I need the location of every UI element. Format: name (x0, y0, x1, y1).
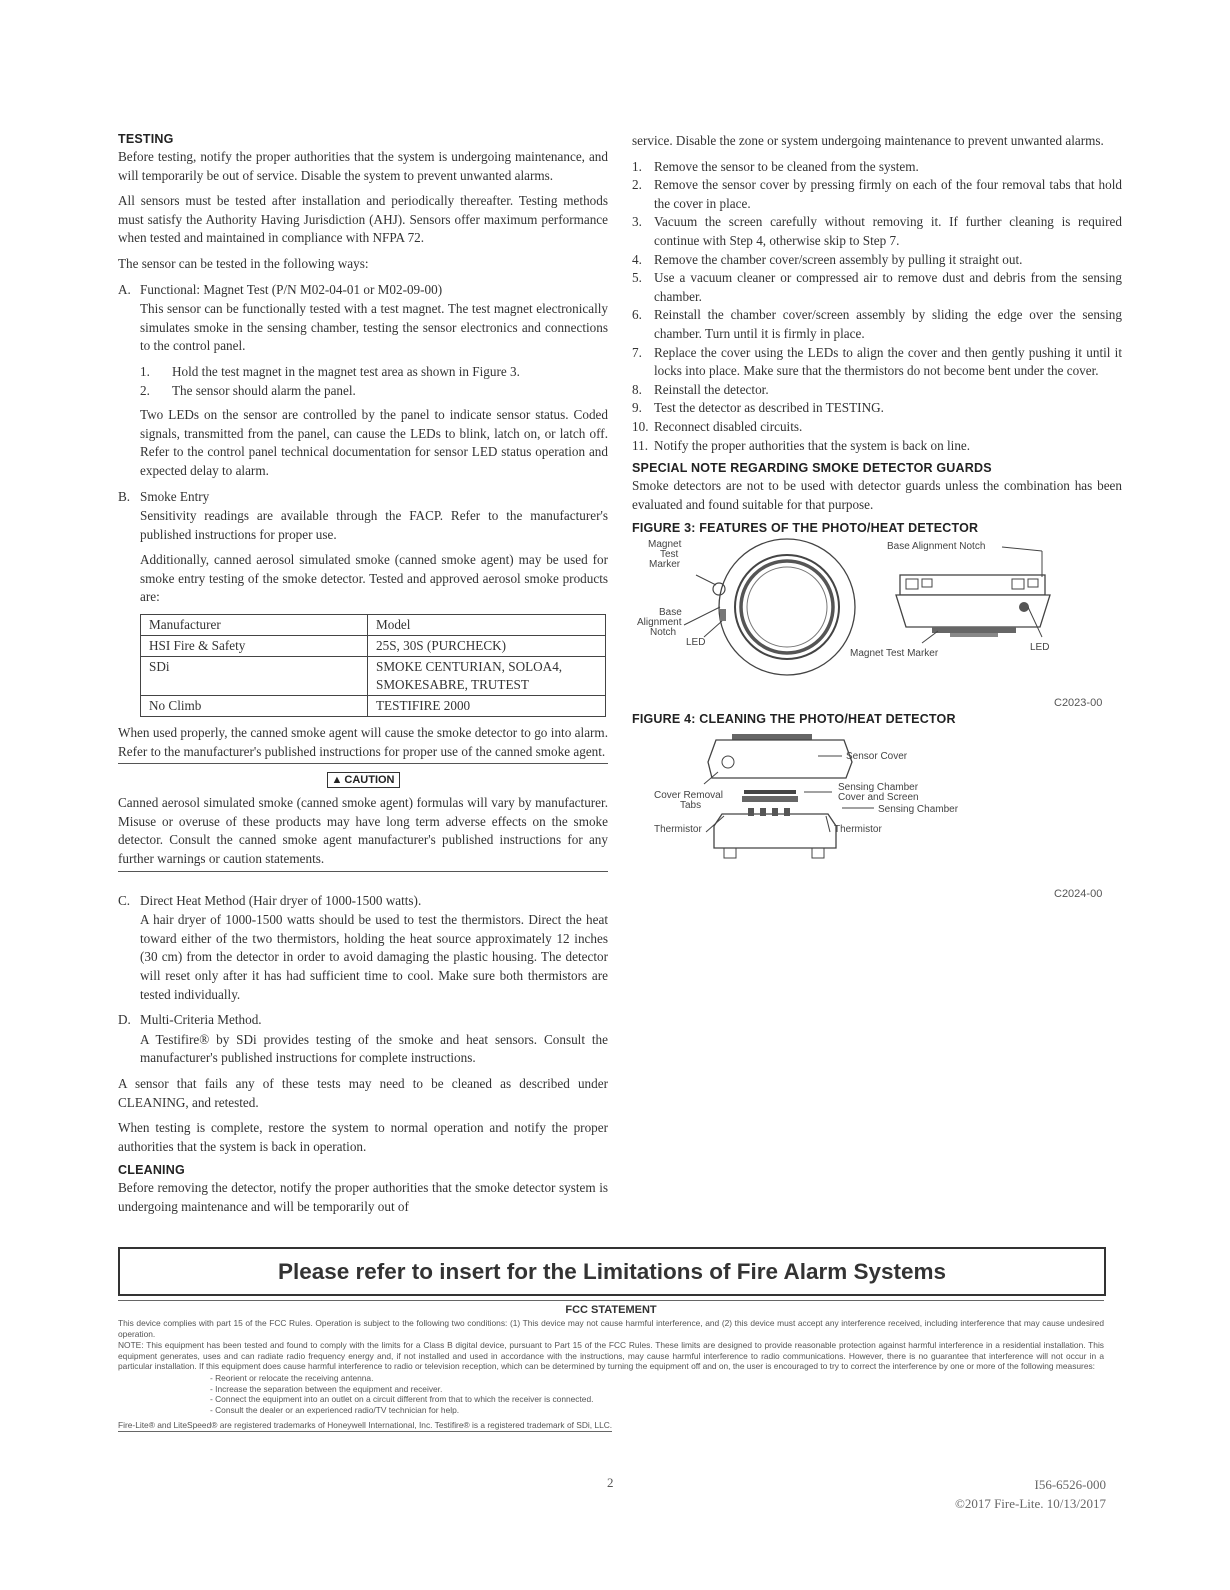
led-label: LED (686, 637, 706, 649)
left-column (118, 132, 608, 1224)
list-item: - Reorient or relocate the receiving antenna. (210, 1372, 374, 1383)
list-item: - Connect the equipment into an outlet on a circuit different from that to which the receiver is connected. (210, 1394, 594, 1405)
sensing-chamber-label: Sensing Chamber (878, 804, 959, 816)
copyright: ©2017 Fire-Lite. 10/13/2017 (954, 1496, 1106, 1511)
table-row: No Climb TESTIFIRE 2000 (141, 696, 606, 717)
testing-heading: TESTING (118, 132, 174, 146)
thermistor-right-label: Thermistor (834, 824, 882, 836)
method-a-steps (140, 363, 608, 400)
warning-icon: ▲ (331, 774, 343, 787)
document-number: I56-6526-000 (1034, 1477, 1106, 1492)
list-item: - Increase the separation between the equipment and receiver. (210, 1383, 443, 1394)
list-item: 10. Reconnect disabled circuits. (632, 418, 803, 434)
figure-3 (632, 537, 1122, 712)
svg-text:Marker: Marker (649, 559, 681, 571)
table-row: SDi SMOKE CENTURIAN, SOLOA4, SMOKESABRE, TRUTEST (141, 657, 606, 696)
method-b-text: Sensitivity readings are available through the FACP. Refer to the manufacturer's published instructions for proper use. (140, 508, 608, 542)
figure-3-code: C2023-00 (1054, 697, 1103, 710)
list-item: 2. The sensor should alarm the panel. (140, 382, 356, 398)
figure-3-title: FIGURE 3: FEATURES OF THE PHOTO/HEAT DETECTOR (632, 521, 979, 536)
removal-tabs-label: Cover Removal (654, 790, 723, 802)
list-item: 8. Reinstall the detector. (632, 381, 769, 397)
list-item: 4. Remove the chamber cover/screen assembly by pulling it straight out. (632, 251, 1023, 267)
fail-text: A sensor that fails any of these tests may need to be cleaned as described under CLEANING, and retested. (118, 1075, 608, 1110)
figure-3-diagram (632, 537, 1112, 697)
method-d-title: D. Multi-Criteria Method. (118, 1012, 262, 1028)
list-item: 3. Vacuum the screen carefully without removing it. If further cleaning is required continue with Step 4, otherwise skip to Step 7. (632, 214, 1122, 248)
method-a-text: This sensor can be functionally tested with a test magnet. The test magnet electronically simulates smoke in the sensing chamber, testing the sensor electronics and connections to the control panel. (140, 301, 608, 354)
cleaning-intro-continued: service. Disable the zone or system undergoing maintenance to prevent unwanted alarms. (632, 133, 1104, 148)
cleaning-steps (632, 158, 1122, 456)
fcc-paragraph-1: This device complies with part 15 of the FCC Rules. Operation is subject to the following two conditions: (1) This device may not cause harmful interference, and (2) this device must accept any interference received, including interference that may cause undesired operation. (118, 1318, 1104, 1339)
trademark-notice: Fire-Lite® and LiteSpeed® are registered trademarks of Honeywell International, Inc. Testifire® is a registered trademark of SDi, LLC. (118, 1420, 613, 1431)
limitations-banner: Please refer to insert for the Limitations of Fire Alarm Systems (118, 1247, 1106, 1296)
method-b-body (140, 507, 608, 607)
caution-text: Canned aerosol simulated smoke (canned smoke agent) formulas will vary by manufacturer. Misuse or overuse of these products may have long term adverse effects on the smoke detector. Consult the canned smoke agent manufacturer's published instructions for any further warnings or caution statements. (118, 795, 608, 867)
svg-text:Notch: Notch (650, 627, 677, 639)
testing-paragraph-2: All sensors must be tested after installation and periodically thereafter. Testing methods must satisfy the Authority Having Jurisdiction (AHJ). Sensors offer maximum performance when tested and maintained in compliance with NFPA 72. (118, 193, 608, 246)
divider (118, 763, 608, 764)
figure-4-diagram (632, 728, 1112, 878)
figure-4 (632, 728, 1122, 901)
magnet-marker-label: Magnet Test Marker (850, 648, 939, 660)
fcc-paragraph-2: NOTE: This equipment has been tested and found to comply with the limits for a Class B digital device, pursuant to Part 15 of the FCC Rules. These limits are designed to provide reasonable protection against harmful interference in a residential installation. This equipment generates, uses and can radiate radio frequency energy and, if not installed and used in accordance with the instructions, may cause harmful interference to radio communications. However, there is no guarantee that interference will not occur in a particular installation. If this equipment does cause harmful interference to radio or television reception, which can be determined by turning the equipment off and on, the user is encouraged to try to correct the interference by one or more of the following measures: (118, 1340, 1104, 1372)
method-c-text: A hair dryer of 1000-1500 watts should be used to test the thermistors. Direct the heat toward either of the two thermistors, holding the heat source approximately 12 inches (30 cm) from the detector in order to avoid damaging the plastic housing. The detector will reset only after it has had sufficient time to cool. Make sure both thermistors are tested individually. (140, 912, 608, 1002)
list-item: 6. Reinstall the chamber cover/screen assembly by sliding the edge over the sensing chamber. Turn until it is firmly in place. (632, 307, 1122, 341)
thermistor-left-label: Thermistor (654, 824, 702, 836)
method-d-text: A Testifire® by SDi provides testing of the smoke and heat sensors. Consult the manufacturer's published instructions for complete instructions. (140, 1031, 608, 1066)
svg-text:Test: Test (660, 549, 679, 561)
method-b-title: B. Smoke Entry (118, 488, 210, 504)
list-item: 7. Replace the cover using the LEDs to align the cover and then gently pushing it until it locks into place. Make sure that the thermistors do not become bent under the cover. (632, 344, 1122, 379)
method-a-title: A. Functional: Magnet Test (P/N M02-04-01 or M02-09-00) (118, 281, 443, 297)
led-right-label: LED (1030, 642, 1050, 654)
method-c-title: C. Direct Heat Method (Hair dryer of 1000-1500 watts). (118, 892, 422, 908)
list-item: 1. Remove the sensor to be cleaned from the system. (632, 158, 919, 174)
svg-text:Cover and Screen: Cover and Screen (838, 792, 919, 804)
method-a-body (140, 300, 608, 480)
method-a-text-2: Two LEDs on the sensor are controlled by the panel to indicate sensor status. Coded signals, transmitted from the panel, can cause the LEDs to blink, latch on, or latch off. Refer to the control panel technical documentation for sensor LED status operation and expected delay to alarm. (140, 407, 608, 478)
caution-badge: ▲ CAUTION (327, 772, 400, 788)
list-item: 9. Test the detector as described in TESTING. (632, 400, 884, 416)
table-header-row: Manufacturer Model (141, 615, 606, 636)
list-item: 11. Notify the proper authorities that the system is back on line. (632, 437, 971, 453)
figure-4-title: FIGURE 4: CLEANING THE PHOTO/HEAT DETECTOR (632, 712, 956, 727)
list-item: - Consult the dealer or an experienced radio/TV technician for help. (210, 1404, 460, 1415)
guards-heading: SPECIAL NOTE REGARDING SMOKE DETECTOR GUARDS (632, 461, 992, 476)
chamber-cover-label: Sensing Chamber (838, 782, 919, 794)
testing-intro: Before testing, notify the proper authorities that the system is undergoing maintenance, and will temporarily be out of service. Disable the system to prevent unwanted alarms. (118, 149, 608, 183)
method-b-text-2: Additionally, canned aerosol simulated smoke (canned smoke agent) may be used for smoke entry testing of the smoke detector. Tested and approved aerosol smoke products are: (140, 552, 608, 605)
svg-text:Alignment: Alignment (637, 617, 682, 629)
list-item: 5. Use a vacuum cleaner or compressed air to remove dust and debris from the sensing chamber. (632, 270, 1122, 304)
divider (118, 871, 608, 872)
svg-text:Tabs: Tabs (680, 800, 702, 812)
complete-text: When testing is complete, restore the system to normal operation and notify the proper authorities that the system is back in operation. (118, 1120, 608, 1154)
cleaning-intro: Before removing the detector, notify the proper authorities that the smoke detector system is undergoing maintenance and will be temporarily out of (118, 1180, 608, 1214)
figure-4-code: C2024-00 (1054, 888, 1103, 901)
page-number: 2 (607, 1475, 614, 1490)
document-info (955, 1475, 1106, 1513)
list-item: 1. Hold the test magnet in the magnet test area as shown in Figure 3. (140, 363, 520, 379)
table-row: HSI Fire & Safety 25S, 30S (PURCHECK) (141, 636, 606, 657)
fcc-title: FCC STATEMENT (118, 1300, 1104, 1316)
testing-paragraph-3: The sensor can be tested in the following ways: (118, 255, 369, 271)
cleaning-heading: CLEANING (118, 1163, 185, 1178)
fcc-statement (118, 1300, 1104, 1433)
magnet-label: Magnet (648, 539, 682, 551)
base-notch-label: Base Alignment Notch (887, 541, 986, 553)
list-item: 2. Remove the sensor cover by pressing firmly on each of the four removal tabs that hold the cover in place. (632, 177, 1122, 211)
after-table-text: When used properly, the canned smoke agent will cause the smoke detector to go into alarm. Refer to the manufacturer's published instructions for proper use of the canned smoke agent. (118, 725, 608, 759)
sensor-cover-label: Sensor Cover (846, 751, 908, 763)
base-label: Base (659, 607, 682, 619)
fcc-measures (118, 1373, 1104, 1415)
guards-text: Smoke detectors are not to be used with detector guards unless the combination has been evaluated and found suitable for that purpose. (632, 478, 1122, 512)
aerosol-products-table (140, 614, 606, 717)
right-column (632, 132, 1122, 901)
